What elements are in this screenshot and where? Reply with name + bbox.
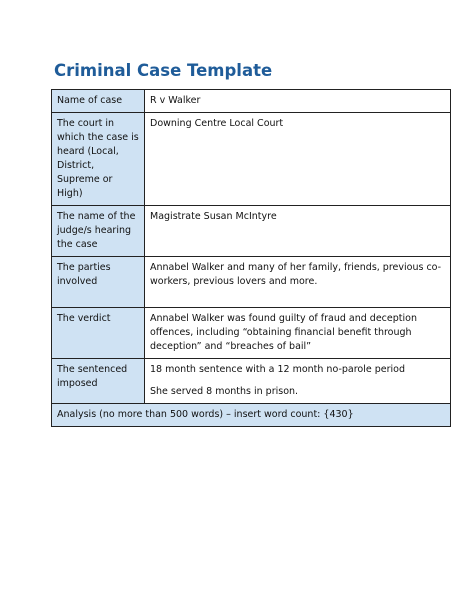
row-label-parties: The parties involved — [52, 257, 145, 308]
page-title: Criminal Case Template — [54, 61, 273, 80]
row-label-name-of-case: Name of case — [52, 90, 145, 113]
row-value-judge: Magistrate Susan McIntyre — [145, 206, 451, 257]
row-value-sentence — [145, 359, 451, 404]
table-row — [52, 90, 451, 113]
row-value-verdict: Annabel Walker was found guilty of fraud and deception offences, including “obtaining financial benefit through deception” and “breaches of bail” — [145, 308, 451, 359]
row-value-name-of-case: R v Walker — [145, 90, 451, 113]
table-row — [52, 308, 451, 359]
table-row — [52, 359, 451, 404]
analysis-footer: Analysis (no more than 500 words) – insert word count: {430} — [52, 404, 451, 427]
sentence-line-2: She served 8 months in prison. — [150, 386, 299, 397]
table-row — [52, 206, 451, 257]
row-label-verdict: The verdict — [52, 308, 145, 359]
row-label-court: The court in which the case is heard (Local, District, Supreme or High) — [52, 113, 145, 206]
case-details-table — [51, 89, 451, 427]
row-value-parties: Annabel Walker and many of her family, friends, previous co-workers, previous lovers and more. — [145, 257, 451, 308]
row-value-court: Downing Centre Local Court — [145, 113, 451, 206]
table-row — [52, 113, 451, 206]
table-row — [52, 257, 451, 308]
row-label-sentence: The sentenced imposed — [52, 359, 145, 404]
sentence-line-1: 18 month sentence with a 12 month no-parole period — [150, 364, 405, 375]
row-label-judge: The name of the judge/s hearing the case — [52, 206, 145, 257]
table-row — [52, 404, 451, 427]
